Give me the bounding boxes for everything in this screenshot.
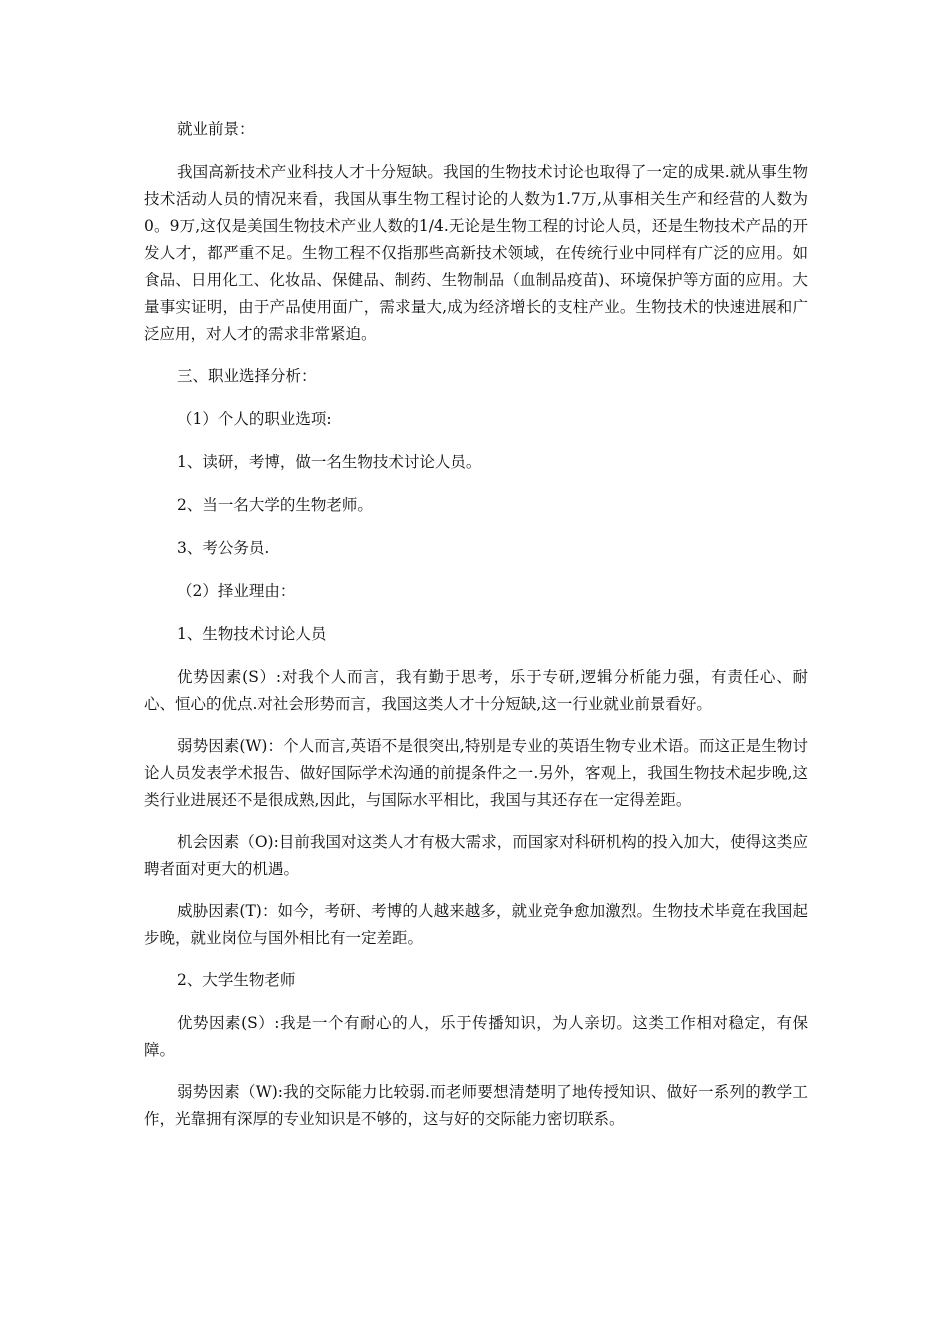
paragraph-prospects-body: 我国高新技术产业科技人才十分短缺。我国的生物技术讨论也取得了一定的成果.就从事生物技术活动人员的情况来看，我国从事生物工程讨论的人数为1.7万,从事相关生产和经营的人数为0。9万,这仅是美国生物技术产业人数的1/4.无论是生物工程的讨论人员，还是生物技术产品的开发人才，都严重不足。生物工程不仅指那些高新技术领域，在传统行业中同样有广泛的应用。如食品、日用化工、化妆品、保健品、制药、生物制品（血制品疫苗)、环境保护等方面的应用。大量事实证明，由于产品使用面广，需求量大,成为经济增长的支柱产业。生物技术的快速进展和广泛应用，对人才的需求非常紧迫。	[144, 163, 808, 343]
paragraph-researcher-opportunities: 机会因素（O):目前我国对这类人才有极大需求，而国家对科研机构的投入加大，使得这类应聘者面对更大的机遇。	[144, 833, 808, 878]
paragraph-teacher-weaknesses: 弱势因素（W):我的交际能力比较弱.而老师要想清楚明了地传授知识、做好一系列的教学工作，光靠拥有深厚的专业知识是不够的，这与好的交际能力密切联系。	[144, 1083, 808, 1128]
subheading-career-options: （1）个人的职业选项:	[177, 410, 332, 428]
list-item-option-3: 3、考公务员.	[177, 539, 270, 557]
paragraph-researcher-threats: 威胁因素(T)：如今，考研、考博的人越来越多，就业竞争愈加激烈。生物技术毕竟在我国起步晚，就业岗位与国外相比有一定差距。	[144, 902, 808, 947]
heading-employment-prospects: 就业前景：	[177, 120, 255, 138]
subheading-teacher: 2、大学生物老师	[177, 971, 296, 989]
subheading-researcher: 1、生物技术讨论人员	[177, 625, 327, 643]
paragraph-researcher-strengths: 优势因素(S）:对我个人而言，我有勤于思考，乐于专研,逻辑分析能力强，有责任心、耐心、恒心的优点.对社会形势而言，我国这类人才十分短缺,这一行业就业前景看好。	[144, 668, 808, 713]
paragraph-teacher-strengths: 优势因素(S）:我是一个有耐心的人，乐于传播知识，为人亲切。这类工作相对稳定，有保障。	[144, 1014, 808, 1059]
list-item-option-1: 1、读研，考博，做一名生物技术讨论人员。	[177, 453, 482, 471]
document-page	[144, 116, 808, 1148]
heading-career-analysis: 三、职业选择分析：	[177, 367, 317, 385]
paragraph-researcher-weaknesses: 弱势因素(W)：个人而言,英语不是很突出,特别是专业的英语生物专业术语。而这正是生物讨论人员发表学术报告、做好国际学术沟通的前提条件之一.另外，客观上，我国生物技术起步晚,这类行业进展还不是很成熟,因此，与国际水平相比，我国与其还存在一定得差距。	[144, 737, 808, 809]
list-item-option-2: 2、当一名大学的生物老师。	[177, 496, 373, 514]
subheading-reasons: （2）择业理由：	[177, 582, 296, 600]
